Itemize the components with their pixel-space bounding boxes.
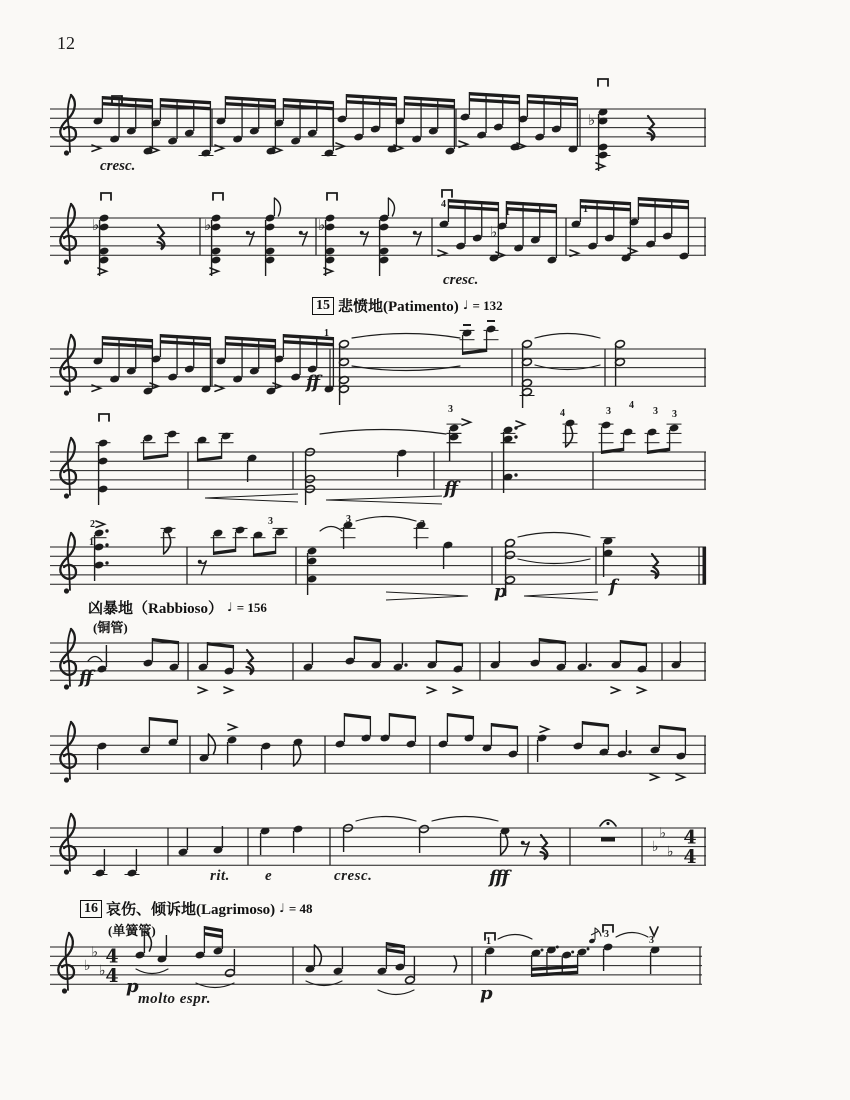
dynamic: ff (444, 478, 457, 499)
system-8 (50, 814, 706, 877)
notehead (184, 365, 195, 374)
slur (378, 990, 414, 995)
flat-sign: ♭ (92, 215, 100, 234)
notehead (599, 748, 610, 757)
breath-mark (454, 956, 457, 972)
slur (352, 366, 460, 371)
notehead (669, 424, 680, 433)
eighth-rest-icon (362, 232, 369, 246)
notehead (462, 329, 473, 338)
expression-text: molto espr. (138, 991, 212, 1007)
down-bow-icon (598, 79, 608, 86)
flag (274, 198, 280, 216)
section-header (88, 597, 267, 618)
dynamic: fff (489, 867, 508, 888)
fingering: 1 (89, 537, 94, 548)
notehead (508, 750, 519, 759)
notehead (307, 129, 318, 138)
dot (571, 951, 574, 954)
notehead (587, 242, 598, 251)
hairpin (205, 494, 298, 498)
notehead (453, 665, 464, 674)
slur (356, 817, 416, 822)
accent-mark (427, 687, 436, 693)
time-signature: 4 (105, 964, 119, 987)
notehead (460, 113, 471, 122)
fingering: 3 (604, 929, 609, 940)
notehead (143, 434, 154, 443)
accent-mark (650, 774, 659, 780)
fingering: 4 (560, 408, 565, 419)
beam (532, 971, 578, 977)
notehead (676, 752, 687, 761)
beam (160, 98, 210, 104)
hairpin (524, 596, 598, 600)
notehead (361, 734, 372, 743)
notehead (647, 428, 658, 437)
system-1 (50, 79, 706, 171)
beam (448, 199, 498, 205)
notehead (290, 137, 301, 146)
flag (501, 835, 508, 855)
notehead (377, 967, 388, 976)
beam (602, 448, 624, 454)
system-4 (50, 414, 706, 505)
flat-sign: ♭ (490, 222, 498, 241)
notehead (561, 951, 572, 960)
notehead (109, 135, 120, 144)
beam (506, 201, 556, 207)
page-number: 12 (57, 33, 75, 53)
slur (88, 657, 102, 662)
notehead (224, 667, 235, 676)
section-title: 凶暴地（Rabbioso） (88, 601, 224, 617)
treble-clef-icon (68, 722, 71, 779)
beam (469, 98, 519, 104)
fingering: 3 (268, 516, 273, 527)
flag (164, 534, 171, 554)
notehead (556, 663, 567, 672)
beam (102, 102, 152, 108)
beam (144, 454, 168, 460)
notehead (290, 373, 301, 382)
fingering: 1 (486, 936, 491, 947)
hairpin (386, 596, 468, 600)
treble-clef-icon (64, 777, 69, 782)
beam (527, 94, 577, 100)
eighth-rest-icon (415, 232, 422, 246)
instrument-cue: (铜管) (93, 620, 128, 635)
beam (448, 205, 498, 211)
beam (469, 92, 519, 98)
slur (320, 527, 342, 532)
slur (196, 983, 234, 988)
flat-sign: ♭ (204, 215, 212, 234)
notehead (601, 421, 612, 430)
beam (225, 342, 275, 348)
rehearsal-number: 16 (80, 900, 102, 918)
system-3 (50, 321, 706, 408)
beam (149, 717, 177, 723)
beam (225, 96, 275, 102)
tempo-word: rit. (210, 868, 230, 884)
notehead (395, 963, 406, 972)
treble-clef-icon (64, 588, 69, 593)
notehead (266, 387, 277, 396)
notehead (380, 734, 391, 743)
beam (160, 340, 210, 346)
notehead (573, 742, 584, 751)
notehead (493, 123, 504, 132)
slur (352, 334, 460, 339)
treble-clef-icon (68, 438, 71, 495)
treble-clef-icon (68, 335, 71, 392)
treble-clef-icon (68, 204, 71, 261)
flag (566, 427, 573, 447)
time-signature: 4 (683, 845, 697, 868)
beam (436, 640, 462, 646)
notehead (169, 663, 180, 672)
notehead (167, 137, 178, 146)
tempo-value: = 132 (472, 297, 503, 313)
notehead (637, 665, 648, 674)
instrument-cue: (单簧管) (108, 923, 156, 938)
treble-clef-icon (62, 988, 67, 993)
down-bow-icon (442, 190, 452, 197)
treble-clef-icon (64, 684, 69, 689)
accent-mark (516, 421, 525, 427)
slur (518, 559, 590, 564)
beam (447, 713, 473, 719)
fermata-icon (606, 822, 609, 825)
dot (587, 948, 590, 951)
slur (356, 517, 416, 522)
notehead (143, 387, 154, 396)
notehead (645, 240, 656, 249)
beam (620, 640, 646, 646)
dot (514, 435, 517, 438)
notehead (213, 529, 224, 538)
notehead (337, 115, 348, 124)
dot (588, 663, 591, 666)
notehead (370, 125, 381, 134)
key-signature: ♭ (659, 825, 667, 842)
fingering: 2 (90, 519, 95, 530)
flag (314, 945, 321, 965)
dot (105, 529, 108, 532)
beam (102, 96, 152, 102)
final-barline (703, 547, 707, 584)
notehead (679, 252, 690, 261)
beam (582, 721, 608, 727)
flag (388, 198, 394, 216)
section-title: 悲愤地(Patimento) (338, 299, 459, 315)
beam (344, 713, 370, 719)
notehead (650, 746, 661, 755)
accent-mark (611, 687, 620, 693)
fingering: 3 (653, 406, 658, 417)
beam (160, 334, 210, 340)
tempo-note-icon: ♩ (227, 599, 233, 614)
beam (102, 342, 152, 348)
hairpin (205, 498, 298, 502)
treble-clef-icon (66, 933, 69, 990)
time-signature: 4 (683, 826, 697, 849)
notehead (577, 948, 588, 957)
slur (498, 935, 532, 940)
beam (463, 349, 487, 355)
section-header (312, 295, 503, 316)
beam (354, 636, 380, 642)
time-signature: 4 (105, 945, 119, 968)
fingering: 3 (606, 406, 611, 417)
fingering: 3 (672, 409, 677, 420)
accent-mark (596, 163, 605, 169)
notehead (232, 135, 243, 144)
dynamic: ff (306, 372, 319, 393)
key-signature: ♭ (652, 839, 659, 856)
beam (204, 926, 222, 932)
notehead (198, 663, 209, 672)
slur (306, 981, 342, 986)
fingering: 4 (629, 400, 634, 411)
notehead (411, 135, 422, 144)
dot (541, 949, 544, 952)
key-signature: ♭ (667, 843, 674, 860)
accent-mark (628, 248, 637, 254)
down-bow-icon (327, 193, 337, 200)
down-bow-icon (101, 193, 111, 200)
notehead (455, 242, 466, 251)
fingering: 3 (420, 519, 425, 530)
notehead (335, 740, 346, 749)
notehead (445, 147, 456, 156)
hairpin (326, 500, 442, 504)
whole-rest-icon (601, 837, 615, 841)
tempo-value: = 156 (236, 599, 267, 615)
beam (386, 948, 404, 954)
dot (105, 543, 108, 546)
beam (506, 207, 556, 213)
rehearsal-number: 15 (312, 297, 334, 315)
dynamic: p (480, 983, 492, 1004)
section-header (80, 898, 313, 919)
beam (214, 549, 236, 555)
notehead (406, 740, 417, 749)
fingering: 1 (505, 207, 510, 218)
eighth-rest-icon (200, 561, 207, 575)
notehead (184, 129, 195, 138)
accent-mark (96, 521, 105, 527)
down-bow-icon (213, 193, 223, 200)
crescendo-text: cresc. (100, 158, 136, 174)
notehead (167, 430, 178, 439)
key-signature: ♭ (84, 958, 91, 975)
notehead (201, 149, 212, 158)
fingering: 1 (583, 204, 588, 215)
eighth-rest-icon (301, 232, 308, 246)
dynamic: f (609, 576, 616, 597)
beam (225, 336, 275, 342)
system-5 (50, 517, 706, 601)
fingering: 1 (324, 328, 329, 339)
tempo-word: cresc. (334, 868, 373, 884)
accent-mark (453, 687, 462, 693)
tempo-note-icon: ♩ (279, 900, 285, 915)
beam (283, 98, 333, 104)
slur (432, 817, 498, 822)
beam (389, 713, 415, 719)
notehead (221, 432, 232, 441)
accent-mark (637, 687, 646, 693)
key-signature: ♭ (99, 962, 106, 979)
notehead (213, 947, 224, 956)
accent-mark (676, 774, 685, 780)
flat-sign: ♭ (588, 110, 596, 129)
notehead (604, 234, 615, 243)
tempo-value: = 48 (288, 900, 313, 916)
system-6 (50, 629, 706, 693)
notehead (109, 375, 120, 384)
system-7 (50, 713, 706, 783)
slur (320, 430, 446, 435)
accent-mark (228, 724, 237, 730)
treble-clef-icon (64, 259, 69, 264)
notehead (235, 526, 246, 535)
beam (346, 100, 396, 106)
treble-clef-icon (64, 869, 69, 874)
notehead (324, 149, 335, 158)
treble-clef-icon (64, 493, 69, 498)
notehead (353, 133, 364, 142)
beam (225, 102, 275, 108)
dot (105, 561, 108, 564)
fingering: 4 (441, 199, 446, 210)
notehead (140, 746, 151, 755)
accent-mark (224, 687, 233, 693)
notehead (438, 740, 449, 749)
fingering: 3 (649, 935, 654, 946)
section-title: 哀伤、倾诉地(Lagrimoso) (106, 902, 276, 918)
beam (638, 203, 688, 209)
dot (556, 946, 559, 949)
treble-clef-icon (64, 150, 69, 155)
beam (638, 197, 688, 203)
fingering: 3 (346, 514, 351, 525)
flag (294, 746, 301, 766)
hairpin (326, 496, 442, 500)
notehead (623, 428, 634, 437)
notehead (476, 131, 487, 140)
tempo-word: e (265, 868, 273, 884)
system-2 (50, 190, 706, 276)
notehead (547, 256, 558, 265)
dynamic: p (126, 976, 138, 997)
fingering: 3 (448, 404, 453, 415)
dynamic: ff (79, 667, 92, 688)
beam (659, 725, 685, 731)
tempo-note-icon: ♩ (462, 297, 469, 312)
flat-sign: ♭ (318, 215, 326, 234)
slur (136, 969, 168, 974)
notehead (167, 373, 178, 382)
notehead (551, 125, 562, 134)
treble-clef-icon (68, 95, 71, 152)
notehead (143, 659, 154, 668)
treble-clef-icon (64, 390, 69, 395)
accent-mark (540, 726, 549, 732)
accent-mark (198, 687, 207, 693)
beam (527, 100, 577, 106)
notehead (345, 657, 356, 666)
notehead (513, 244, 524, 253)
treble-clef-icon (68, 629, 71, 686)
accent-mark (462, 419, 471, 425)
beam (404, 102, 454, 108)
dot (514, 473, 517, 476)
treble-clef-icon (68, 533, 71, 590)
eighth-rest-icon (523, 842, 530, 856)
beam (404, 96, 454, 102)
key-signature: ♭ (91, 944, 99, 961)
dot (628, 750, 631, 753)
eighth-rest-icon (248, 232, 255, 246)
notehead (195, 951, 206, 960)
beam (283, 340, 333, 346)
beam (346, 94, 396, 100)
slur (616, 933, 648, 938)
down-bow-icon (99, 414, 109, 421)
notehead (232, 375, 243, 384)
hairpin (386, 592, 468, 596)
notehead (589, 938, 596, 944)
notehead (530, 659, 541, 668)
crescendo-text: cresc. (443, 272, 479, 288)
notehead (464, 734, 475, 743)
beam (102, 336, 152, 342)
beam (204, 932, 222, 938)
flag (208, 734, 215, 754)
notehead (662, 232, 673, 241)
slur (535, 334, 600, 339)
hairpin (524, 592, 598, 596)
treble-clef-icon (68, 814, 71, 871)
notehead (472, 234, 483, 243)
beam (648, 448, 670, 454)
beam (491, 723, 517, 729)
slur (518, 533, 590, 538)
notehead (534, 133, 545, 142)
dot (404, 663, 407, 666)
notehead (486, 325, 497, 334)
dynamic: p (494, 581, 506, 602)
